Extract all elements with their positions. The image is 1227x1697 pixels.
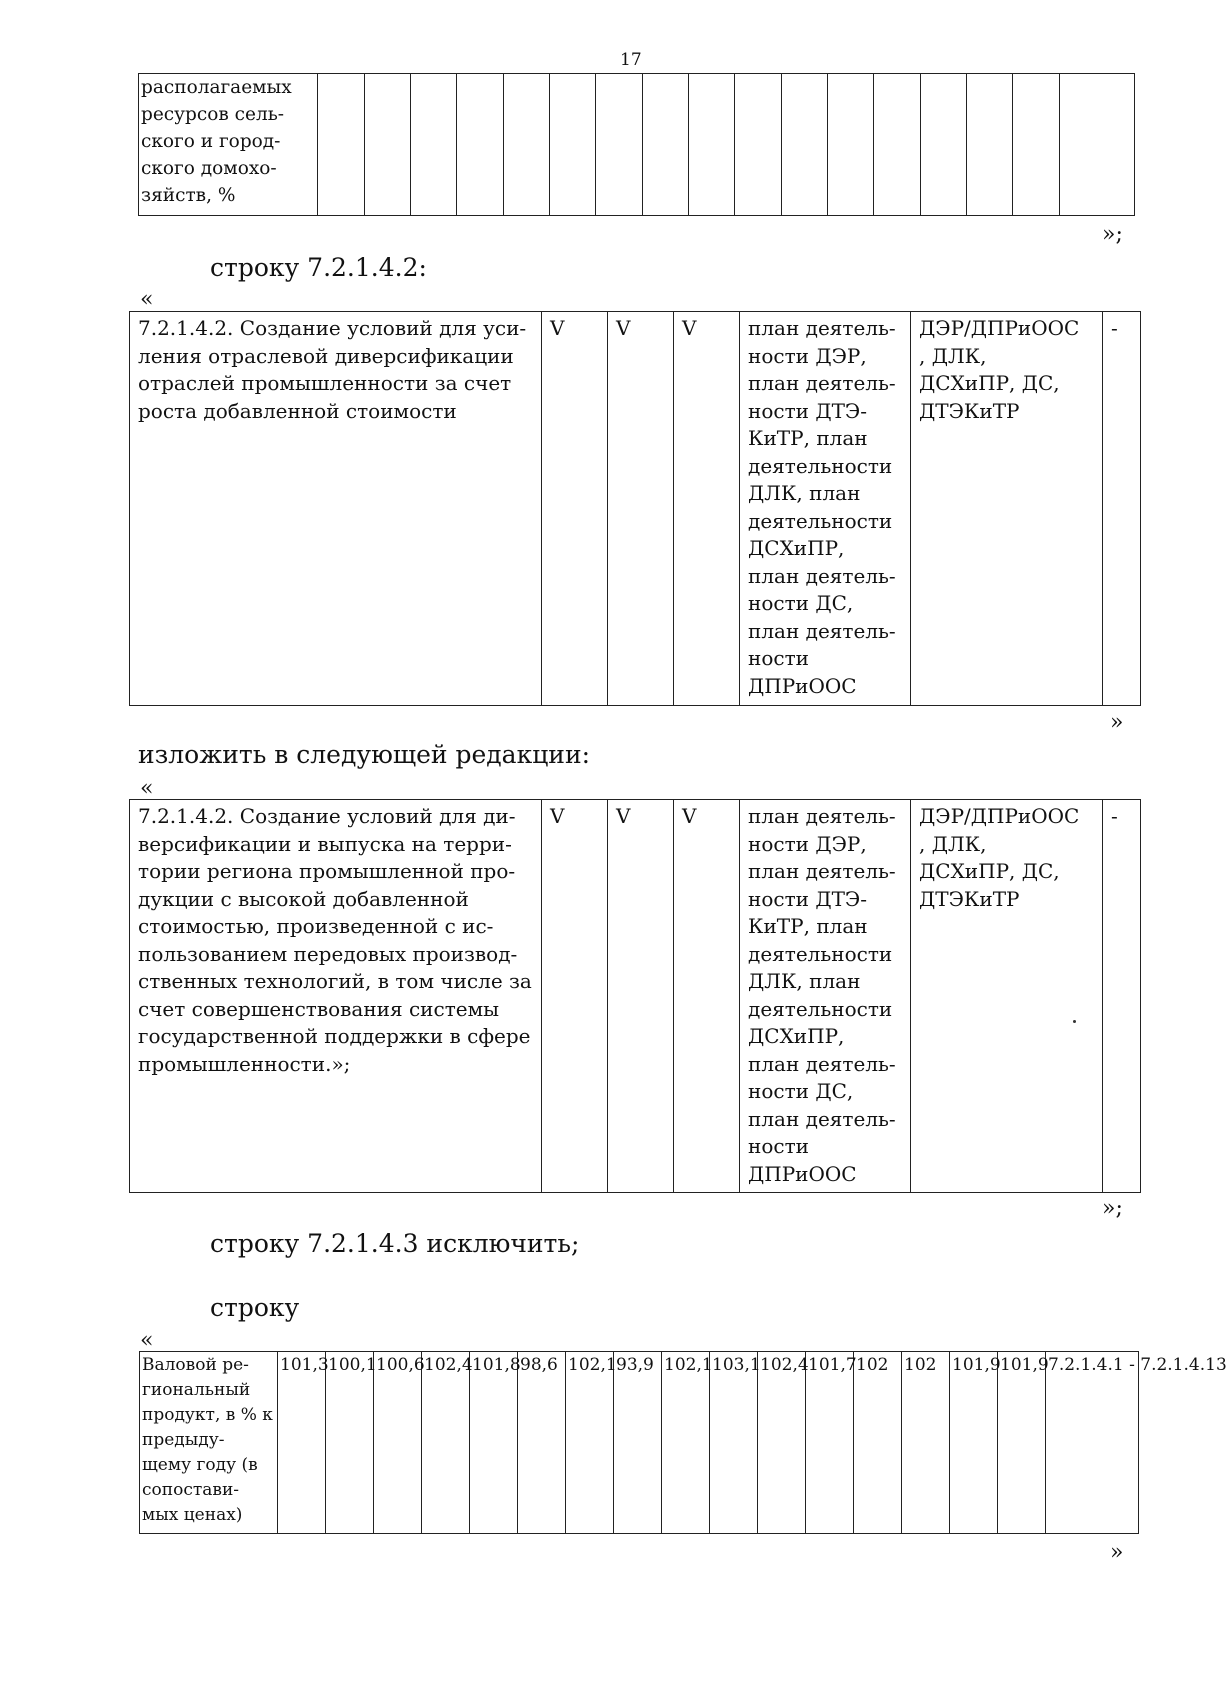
value-cell: 101,8 — [470, 1352, 518, 1534]
value-cell: 102 — [854, 1352, 902, 1534]
value-cell: 101,7 — [806, 1352, 854, 1534]
mark-cell: V — [674, 312, 740, 706]
value-cell: 100,6 — [374, 1352, 422, 1534]
plan-document-cell: план деятель- ности ДЭР, план деятель- ности ДТЭ- КиТР, план деятельности ДЛК, план деятельности ДСХиПР, план деятель- ности ДС, план деятель- ности ДПРиООС — [740, 312, 911, 706]
mark-cell: V — [542, 312, 608, 706]
measures-reference-cell: 7.2.1.4.1 - 7.2.1.4.13 — [1046, 1352, 1139, 1534]
empty-cell — [874, 74, 920, 216]
empty-cell — [735, 74, 781, 216]
measure-description-cell: 7.2.1.4.2. Создание условий для уси- ления отраслевой диверсификации отраслей промышленности за счет роста добавленной стоимости — [130, 312, 542, 706]
closing-quote: »; — [1102, 222, 1123, 247]
mark-cell: V — [608, 312, 674, 706]
plan-document-cell: план деятель- ности ДЭР, план деятель- ности ДТЭ- КиТР, план деятельности ДЛК, план деятельности ДСХиПР, план деятель- ности ДС, план деятель- ности ДПРиООС — [740, 800, 911, 1193]
indicator-name-cell: располагаемых ресурсов сель- ского и город- ского домохо- зяйств, % — [139, 74, 318, 216]
measure-description-cell: 7.2.1.4.2. Создание условий для ди- версификации и выпуска на терри- тории региона промышленной про- дукции с высокой добавленной стоимостью, произведенной с ис- пользованием передовых производ- ственных технологий, в том числе за счет совершенствования системы государственной поддержки в сфере промышленности.»; — [130, 800, 542, 1193]
value-cell: 101,9 — [998, 1352, 1046, 1534]
empty-cell — [642, 74, 688, 216]
dash-cell: - — [1103, 800, 1141, 1193]
empty-cell — [318, 74, 364, 216]
instruction-text: изложить в следующей редакции: — [138, 740, 591, 769]
instruction-text: строку 7.2.1.4.3 исключить; — [210, 1229, 580, 1258]
opening-quote: « — [140, 776, 154, 801]
empty-cell — [688, 74, 734, 216]
empty-cell — [827, 74, 873, 216]
value-cell: 102,4 — [758, 1352, 806, 1534]
mark-cell: V — [674, 800, 740, 1193]
table-old-row — [129, 311, 1141, 706]
instruction-text: строку — [210, 1293, 300, 1322]
closing-quote: »; — [1102, 1196, 1123, 1221]
opening-quote: « — [140, 287, 154, 312]
value-cell: 102,1 — [566, 1352, 614, 1534]
empty-cell — [364, 74, 410, 216]
dash-cell: - — [1103, 312, 1141, 706]
closing-quote: » — [1110, 1540, 1124, 1565]
empty-cell — [596, 74, 642, 216]
empty-cell — [410, 74, 456, 216]
mark-cell: V — [608, 800, 674, 1193]
opening-quote: « — [140, 1328, 154, 1353]
indicator-name-cell: Валовой ре- гиональный продукт, в % к предыду- щему году (в сопостави- мых ценах) — [140, 1352, 278, 1534]
mark-cell: V — [542, 800, 608, 1193]
value-cell: 102,4 — [422, 1352, 470, 1534]
value-cell: 100,1 — [326, 1352, 374, 1534]
empty-cell — [920, 74, 966, 216]
empty-cell — [457, 74, 503, 216]
empty-cell — [503, 74, 549, 216]
value-cell: 101,3 — [278, 1352, 326, 1534]
responsible-cell: ДЭР/ДПРиООС , ДЛК, ДСХиПР, ДС, ДТЭКиТР — [911, 312, 1103, 706]
scan-speck — [1073, 1020, 1076, 1023]
page-number: 17 — [620, 50, 642, 70]
instruction-text: строку 7.2.1.4.2: — [210, 253, 427, 282]
empty-cell — [967, 74, 1013, 216]
table-continuation — [138, 73, 1135, 216]
value-cell: 98,6 — [518, 1352, 566, 1534]
value-cell: 103,1 — [710, 1352, 758, 1534]
empty-cell — [1013, 74, 1059, 216]
empty-cell — [1059, 74, 1134, 216]
table-grp-row — [139, 1351, 1227, 1534]
value-cell: 93,9 — [614, 1352, 662, 1534]
responsible-cell: ДЭР/ДПРиООС , ДЛК, ДСХиПР, ДС, ДТЭКиТР — [911, 800, 1103, 1193]
table-new-row — [129, 799, 1141, 1193]
value-cell: 102 — [902, 1352, 950, 1534]
value-cell: 101,9 — [950, 1352, 998, 1534]
empty-cell — [549, 74, 595, 216]
closing-quote: » — [1110, 710, 1124, 735]
empty-cell — [781, 74, 827, 216]
value-cell: 102,1 — [662, 1352, 710, 1534]
